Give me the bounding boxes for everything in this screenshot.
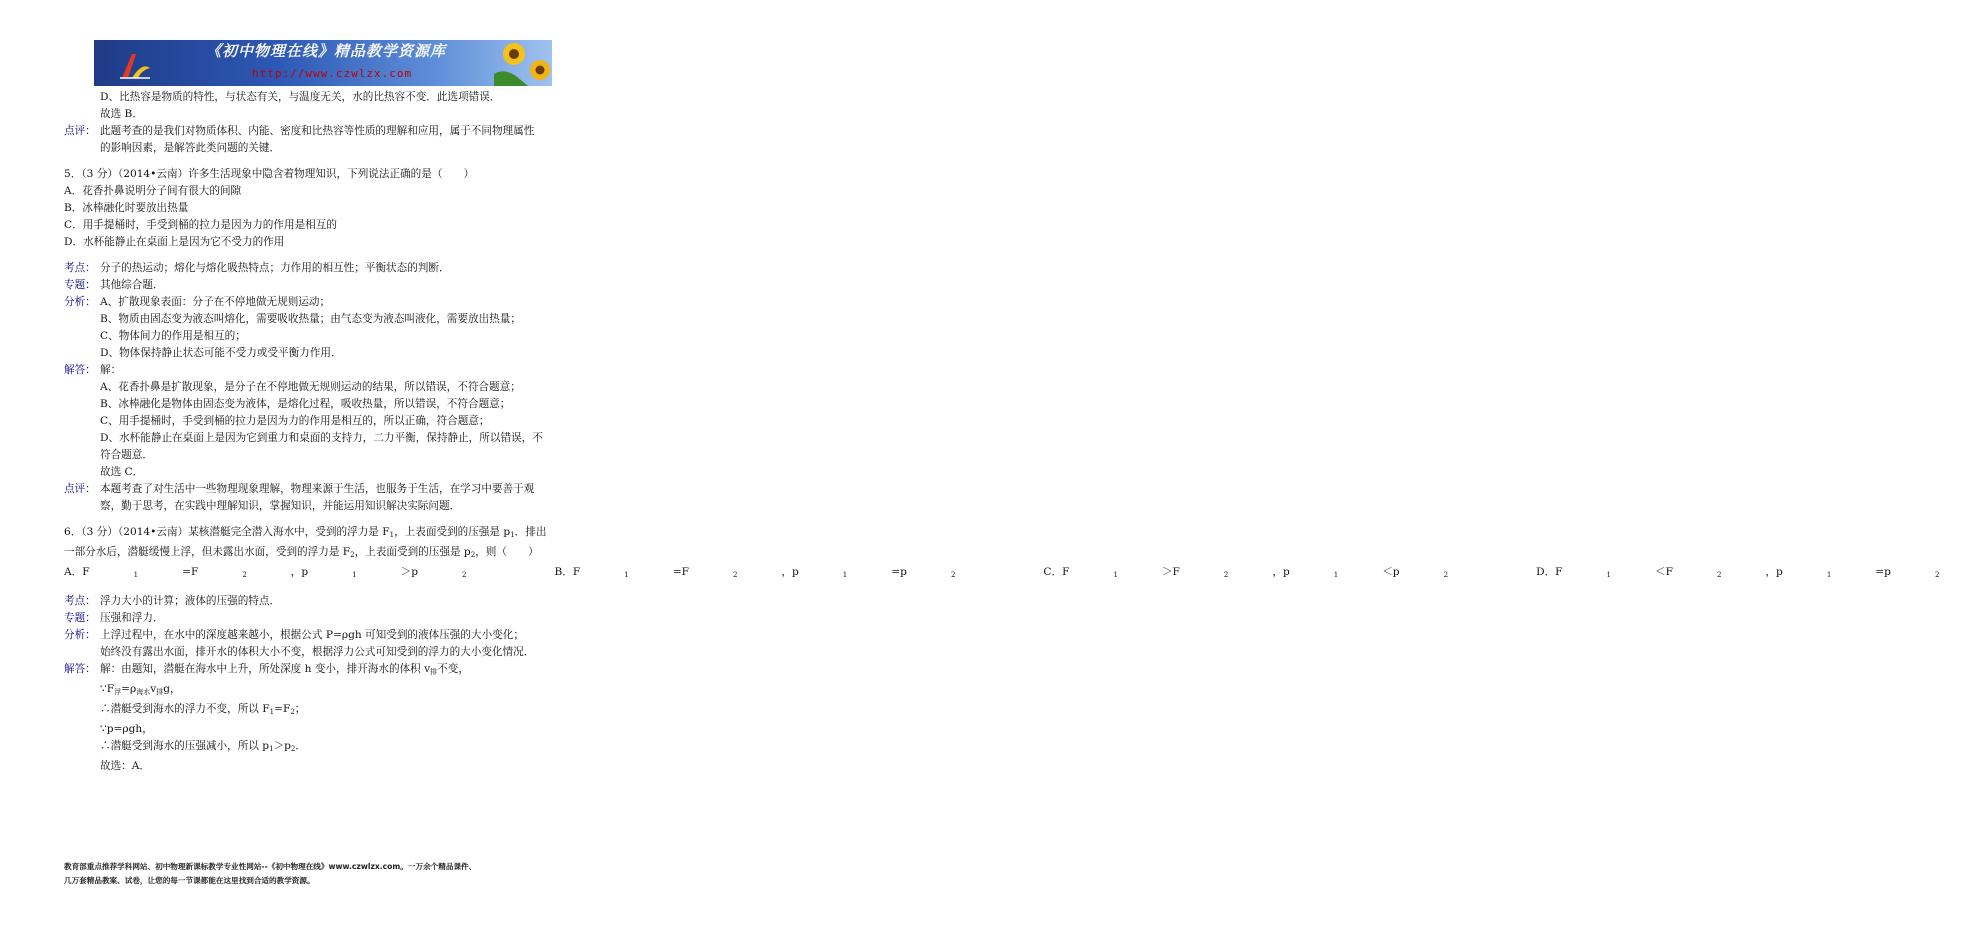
footer-line-1: 教育部重点推荐学科网站、初中物理新课标教学专业性网站--《初中物理在线》www.czwlzx.com。一万余个精品课件、 (64, 862, 477, 871)
jieda-label: 解答： (64, 663, 96, 675)
q6-zhuanti: 专题： 压强和浮力． (64, 610, 594, 627)
q6-line-2: ∴潜艇受到海水的浮力不变，所以 $F_1=F_2$； (100, 703, 306, 716)
banner-url: http://www.czwlzx.com (252, 67, 413, 80)
footer-line-2: 几万套精品教案、试卷，让您的每一节课都能在这里找到合适的教学资源。 (64, 876, 315, 885)
q5-option: A．花香扑鼻说明分子间有很大的间隙 (64, 185, 242, 197)
fenxi-label: 分析： (64, 629, 96, 641)
q5-fenxi-line: D、物体保持静止状态可能不受力或受平衡力作用． (100, 347, 342, 359)
site-logo-icon (118, 48, 152, 82)
q5-dianping-line: 察，勤于思考，在实践中理解知识，掌握知识，并能运用知识解决实际问题． (100, 500, 461, 512)
q5-jieda-line: D、水杯能静止在桌面上是因为它到重力和桌面的支持力，二力平衡，保持静止，所以错误，不 (100, 432, 543, 444)
document-body (64, 89, 1940, 775)
q5-dianping: 点评： 本题考查了对生活中一些物理现象理解，物理来源于生活，也服务于生活，在学习中要善于观 (64, 481, 594, 498)
q5-choose: 故选 C． (100, 466, 144, 478)
comment-label: 点评： (64, 125, 96, 137)
header-banner (94, 40, 552, 86)
q5-stem: 5．（3 分）（2014•云南）许多生活现象中隐含着物理知识，下列说法正确的是（ ） (64, 168, 475, 180)
q6-kaodian: 考点： 浮力大小的计算；液体的压强的特点． (64, 593, 594, 610)
prev-choose: 故选 B． (100, 108, 143, 120)
zhuanti-label: 专题： (64, 612, 96, 624)
q6-line-3: ∴潜艇受到海水的压强减小，所以 $p_1>p_2$． (100, 740, 306, 753)
zhuanti-label: 专题： (64, 279, 96, 291)
q5-zhuanti: 专题： 其他综合题． (64, 277, 594, 294)
q5-jieda-line: 符合题意． (100, 449, 153, 461)
jieda-label: 解答： (64, 364, 96, 376)
q6-jieda: 解答： 解：由题知，潜艇在海水中上升，所处深度 h 变小，排开海水的体积 $v_排$不变， (64, 661, 594, 681)
q6-stem-2: 一部分水后，潜艇缓慢上浮，但未露出水面，受到的浮力是 $F_2$，上表面受到的压强是 $p_2$，则（ ） (64, 546, 539, 559)
q6-choose: 故选：A． (100, 760, 151, 772)
prev-answer-d: D、比热容是物质的特性，与状态有关，与温度无关，水的比热容不变．此选项错误． (100, 91, 501, 103)
q5-jieda-line: C、用手提桶时，手受到桶的拉力是因为力的作用是相互的，所以正确，符合题意； (100, 415, 490, 427)
q5-option: C．用手提桶时，手受到桶的拉力是因为力的作用是相互的 (64, 219, 337, 231)
q6-option-c: C．F $_1$ ＞F $_2$ ，p $_1$ ＜p $_2$ (1043, 566, 1449, 579)
banner-title: 《初中物理在线》精品教学资源库 (206, 42, 447, 60)
q5-fenxi-line: C、物体间力的作用是相互的； (100, 330, 246, 342)
q6-options (64, 564, 1940, 584)
q6-fenxi-line: 始终没有露出水面，排开水的体积大小不变，根据浮力公式可知受到的浮力的大小变化情况． (100, 646, 535, 658)
q6-fenxi: 分析： 上浮过程中，在水中的深度越来越小，根据公式 P=ρgh 可知受到的液体压强的大小变化； (64, 627, 594, 644)
comment-text-1: 此题考查的是我们对物质体积、内能、密度和比热容等性质的理解和应用，属于不同物理属性 (100, 125, 535, 137)
q6-formula-2: ∵p=ρgh， (100, 723, 153, 735)
q5-kaodian: 考点： 分子的热运动；熔化与熔化吸热特点；力作用的相互性；平衡状态的判断． (64, 260, 594, 277)
q6-formula-1: $\because F_浮=\rho_{海水}v_排g$， (100, 683, 181, 696)
comment-text-2: 的影响因素，是解答此类问题的关键． (100, 142, 281, 154)
q5-fenxi: 分析： A、扩散现象表面：分子在不停地做无规则运动； (64, 294, 594, 311)
page-footer (64, 860, 604, 888)
q5-jieda-line: A、花香扑鼻是扩散现象，是分子在不停地做无规则运动的结果，所以错误，不符合题意； (100, 381, 521, 393)
q6-option-d: D．F $_1$ ＜F $_2$ ，p $_1$ =p $_2$ (1536, 566, 1940, 579)
dianping-label: 点评： (64, 483, 96, 495)
q5-option: B．冰棒融化时要放出热量 (64, 202, 189, 214)
q6-option-a: A．F $_1$ =F $_2$ ，p $_1$ ＞p $_2$ (64, 566, 467, 579)
q6-stem-1: 6．（3 分）（2014•云南）某核潜艇完全潜入海水中，受到的浮力是 $F_1$，上表面受到的压强是 $p_1$．排出 (64, 526, 547, 539)
q5-jieda-line: B、冰棒融化是物体由固态变为液体，是熔化过程，吸收热量，所以错误，不符合题意； (100, 398, 511, 410)
q5-option: D．水杯能静止在桌面上是因为它不受力的作用 (64, 236, 285, 248)
kaodian-label: 考点： (64, 262, 96, 274)
kaodian-label: 考点： (64, 595, 96, 607)
prev-comment (64, 123, 594, 140)
sunflower-icon (494, 40, 552, 86)
q5-jieda: 解答： 解： (64, 362, 594, 379)
q6-option-b: B．F $_1$ =F $_2$ ，p $_1$ =p $_2$ (554, 566, 956, 579)
q5-fenxi-line: B、物质由固态变为液态叫熔化，需要吸收热量；由气态变为液态叫液化，需要放出热量； (100, 313, 521, 325)
fenxi-label: 分析： (64, 296, 96, 308)
